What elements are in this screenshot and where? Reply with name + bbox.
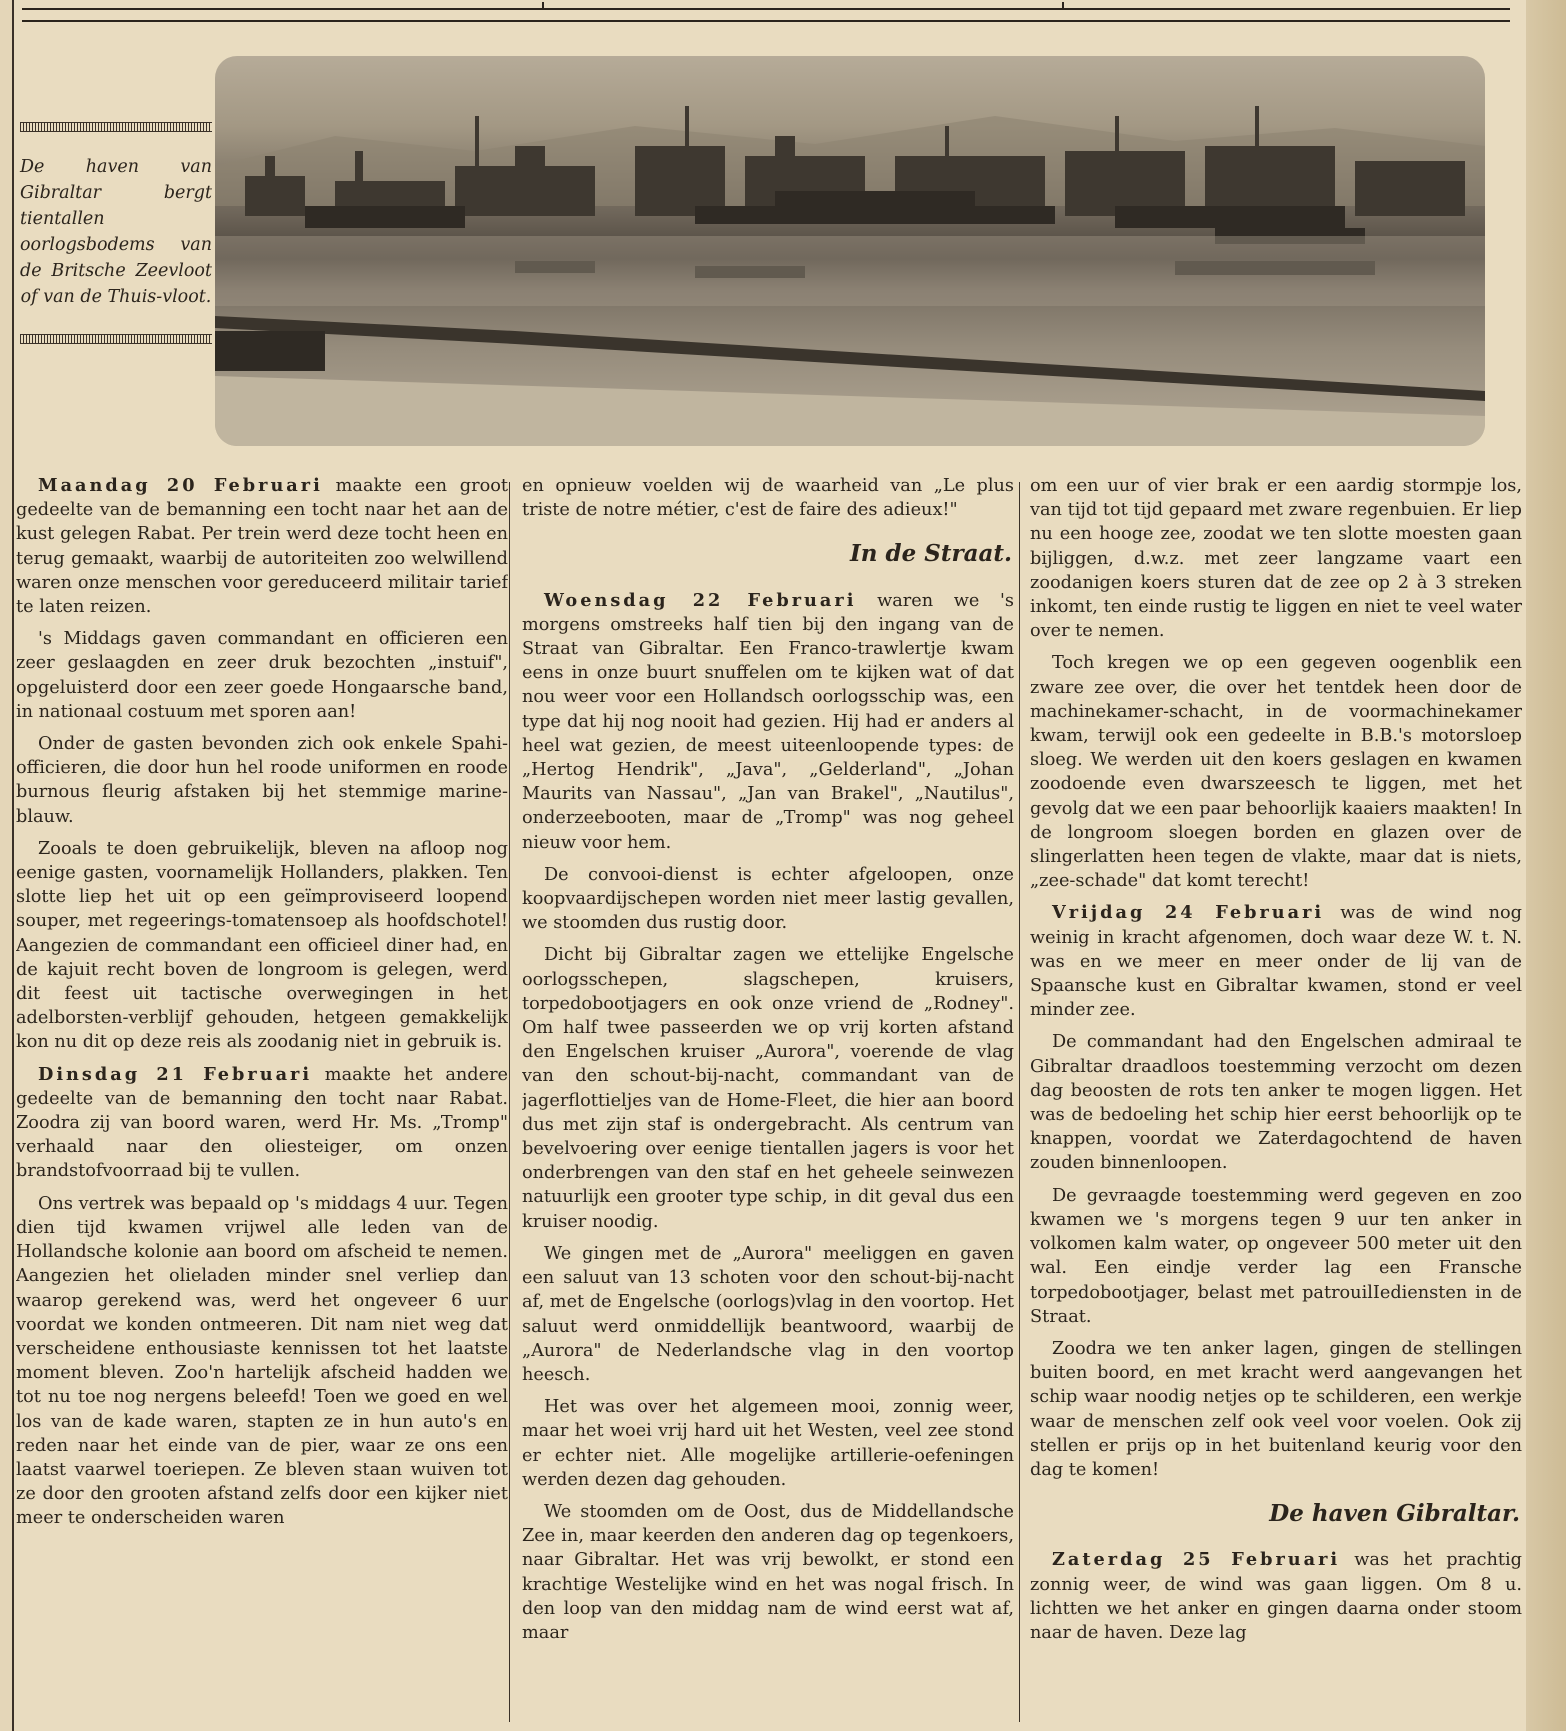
paragraph: We gingen met de „Aurora" meeliggen en gaven een saluut van 13 schoten voor den schout-bij-nacht af, met de Engelsche (oorlogs)vlag in den voortop. Het saluut werd onmiddellijk beantwoord, waarbij de „Aurora" de Nederlandsche vlag in den voortop heesch. <box>522 1243 1014 1385</box>
date-lead: Dinsdag 21 Februari <box>38 1063 313 1085</box>
paragraph: Vrijdag 24 Februari was de wind nog weinig in kracht afgenomen, doch waar deze W. t. N. was en we meer en meer onder de lij van de Spaansche kust en Gibraltar kwamen, stond er veel minder zee. <box>1030 902 1522 1021</box>
paragraph: Onder de gasten bevonden zich ook enkele Spahi-officieren, die door hun hel roode uniformen en roode burnous fleurig afstaken bij het stemmige marine-blauw. <box>16 734 508 827</box>
paragraph: Dicht bij Gibraltar zagen we ettelijke Engelsche oorlogsschepen, slagschepen, kruisers, torpedobootjagers en ook onze vriend de „Rodney". Om half twee passeerden we op vrij korten afstand den Engelschen kruiser „Aurora", voerende de vlag van den schout-bij-nacht, commandant van de jagerflottieljes van de Home-Fleet, die hier aan boord dus met zijn staf is ondergebracht. Als centrum van bevelvoering over eenige tientallen jagers is voor het onderbrengen van den staf en het geheele seinwezen natuurlijk een grooter type schip, in dit geval dus een kruiser noodig. <box>522 945 1014 1232</box>
article-column-2 <box>522 474 1014 1724</box>
paragraph: 's Middags gaven commandant en officieren een zeer geslaagden en zeer druk bezochten „instuif", opgeluisterd door een zeer goede Hongaarsche band, in nationaal costuum met sporen aan! <box>16 629 508 722</box>
paragraph: Het was over het algemeen mooi, zonnig weer, maar het woei vrij hard uit het Westen, veel zee stond er echter niet. Alle mogelijke artillerie-oefeningen werden dezen dag gehouden. <box>522 1397 1014 1490</box>
paragraph: Zooals te doen gebruikelijk, bleven na afloop nog eenige gasten, voornamelijk Hollanders, plakken. Ten slotte liep het uit op een geïmproviseerd loopend souper, met regeerings-tomatensoep als hoofdschotel! Aangezien de commandant een officieel diner had, en de kajuit recht boven de longroom is gelegen, werd dit feest uit tactische overwegingen in het adelborsten-verblijf gehouden, hetgeen gemakkelijk kon nu dit op deze reis als zoodanig niet in gebruik is. <box>16 838 508 1053</box>
paragraph: Dinsdag 21 Februari maakte het andere gedeelte van de bemanning den tocht naar Rabat. Zoodra zij van boord waren, werd Hr. Ms. „Tromp" verhaald naar den oliesteiger, om onzen brandstofvoorraad bij te vullen. <box>16 1063 508 1182</box>
harbour-photo <box>215 56 1485 446</box>
paragraph: De convooi-dienst is echter afgeloopen, onze koopvaardijschepen worden niet meer lastig gevallen, we stoomden dus rustig door. <box>522 864 1014 934</box>
date-lead: Woensdag 22 Februari <box>544 589 857 611</box>
article-column-1 <box>16 474 508 1724</box>
paragraph: om een uur of vier brak er een aardig stormpje los, van tijd tot tijd gepaard met zware regenbuien. Er liep nu een hooge zee, zoodat we ten slotte moesten gaan bijliggen, d.w.z. met zeer langzame vaart een zoodanigen koers sturen dat de zee op 2 à 3 streken inkomt, ten einde rustig te liggen en niet te veel water over te nemen. <box>1030 476 1522 642</box>
paragraph: Maandag 20 Februari maakte een groot gedeelte van de bemanning een tocht naar het aan de kust gelegen Rabat. Per trein werd deze tocht heen en terug gemaakt, waarbij de autoriteiten zoo welwillend waren onze menschen voor gereduceerd militair tarief te laten reizen. <box>16 475 508 618</box>
date-lead: Zaterdag 25 Februari <box>1052 1549 1341 1571</box>
paragraph: Ons vertrek was bepaald op 's middags 4 uur. Tegen dien tijd kwamen vrijwel alle leden van de Hollandsche kolonie aan boord om afscheid te nemen. Aangezien het olieladen minder snel verliep dan waarop gerekend was, werd het ongeveer 6 uur voordat we konden ontmeeren. Dit nam niet weg dat verscheidene enthousiaste kennissen tot het laatste moment bleven. Zoo'n hartelijk afscheid hadden we tot nu toe nog nergens beleefd! Toen we goed en wel los van de kade waren, stapten ze in hun auto's en reden naar het einde van de pier, waar ze ons een laatst vaarwel toeriepen. Ze bleven staan wuiven tot ze door den grooten afstand zelfs door een kijker niet meer te onderscheiden waren <box>16 1193 508 1529</box>
paragraph: We stoomden om de Oost, dus de Middellandsche Zee in, maar keerden den anderen dag op tegenkoers, naar Gibraltar. Het was vrij bewolkt, er stond een krachtige Westelijke wind en het was nogal frisch. In den loop van den middag nam de wind eerst wat af, maar <box>522 1501 1014 1643</box>
page-left-border <box>0 0 14 1731</box>
paragraph: Woensdag 22 Februari waren we 's morgens omstreeks half tien bij den ingang van de Straat van Gibraltar. Een Franco-trawlertje kwam eens in onze buurt snuffelen om te kijken wat of dat nou weer voor een Hollandsch oorlogsschip was, een type dat hij nog nooit had gezien. Hij had er anders al heel wat gezien, de meest uiteenloopende types: de „Hertog Hendrik", „Java", „Gelderland", „Johan Maurits van Nassau", „Jan van Brakel", „Nautilus", onderzeebooten, maar de „Tromp" was nog geheel nieuw voor hem. <box>522 589 1014 853</box>
date-lead: Vrijdag 24 Februari <box>1052 902 1325 924</box>
top-double-rule <box>22 8 1510 22</box>
page-right-edge <box>1526 0 1566 1731</box>
paragraph: Zoodra we ten anker lagen, gingen de stellingen buiten boord, en met kracht werd aangevangen het schip waar noodig netjes op te schilderen, een werkje waar de menschen zelf ook veel voor voelen. Ook zij stellen er prijs op in het buitenland keurig voor den dag te komen! <box>1030 1338 1522 1480</box>
date-lead: Maandag 20 Februari <box>38 475 323 496</box>
article-column-3 <box>1030 474 1522 1724</box>
caption-rule-top <box>20 122 212 132</box>
caption-rule-bottom <box>20 334 212 344</box>
photo-caption <box>20 122 212 344</box>
paragraph: Toch kregen we op een gegeven oogenblik een zware zee over, die over het tentdek heen door de machinekamer-schacht, in de voormachinekamer kwam, terwijl ook een gedeelte in B.B.'s motorsloep sloeg. We werden uit den koers geslagen en kwamen zoodoende even dwarszeesch te liggen, met het gevolg dat we een paar behoorlijk kaaiers maakten! In de longroom sloegen borden en glazen over de slingerlatten heen tegen de vlakte, maar dat is niets, „zee-schade" dat komt terecht! <box>1030 653 1522 892</box>
paragraph: De commandant had den Engelschen admiraal te Gibraltar draadloos toestemming verzocht om dezen dag beoosten de rots ten anker te mogen liggen. Het was de bedoeling het schip hier eerst behoorlijk op te knappen, voordat we Zaterdagochtend de haven zouden binnenloopen. <box>1030 1032 1522 1174</box>
section-heading: De haven Gibraltar. <box>1269 1500 1520 1528</box>
paragraph: Zaterdag 25 Februari was het prachtig zonnig weer, de wind was gaan liggen. Om 8 u. lichtten we het anker en gingen daarna onder stoom naar de haven. Deze lag <box>1030 1549 1522 1643</box>
column-separator <box>1019 482 1020 1722</box>
column-separator <box>509 482 510 1722</box>
paragraph: en opnieuw voelden wij de waarheid van „Le plus triste de notre métier, c'est de faire des adieux!" <box>522 476 1014 521</box>
paragraph: De gevraagde toestemming werd gegeven en zoo kwamen we 's morgens tegen 9 uur ten anker in volkomen kalm water, op ongeveer 500 meter uit den wal. Een eindje verder lag een Fransche torpedobootjager, belast met patrouilIediensten in de Straat. <box>1030 1185 1522 1327</box>
caption-text: De haven van Gibraltar bergt tientallen oorlogsbodems van de Britsche Zeevloot of van de Thuis-vloot. <box>20 157 212 307</box>
section-heading: In de Straat. <box>850 540 1012 568</box>
